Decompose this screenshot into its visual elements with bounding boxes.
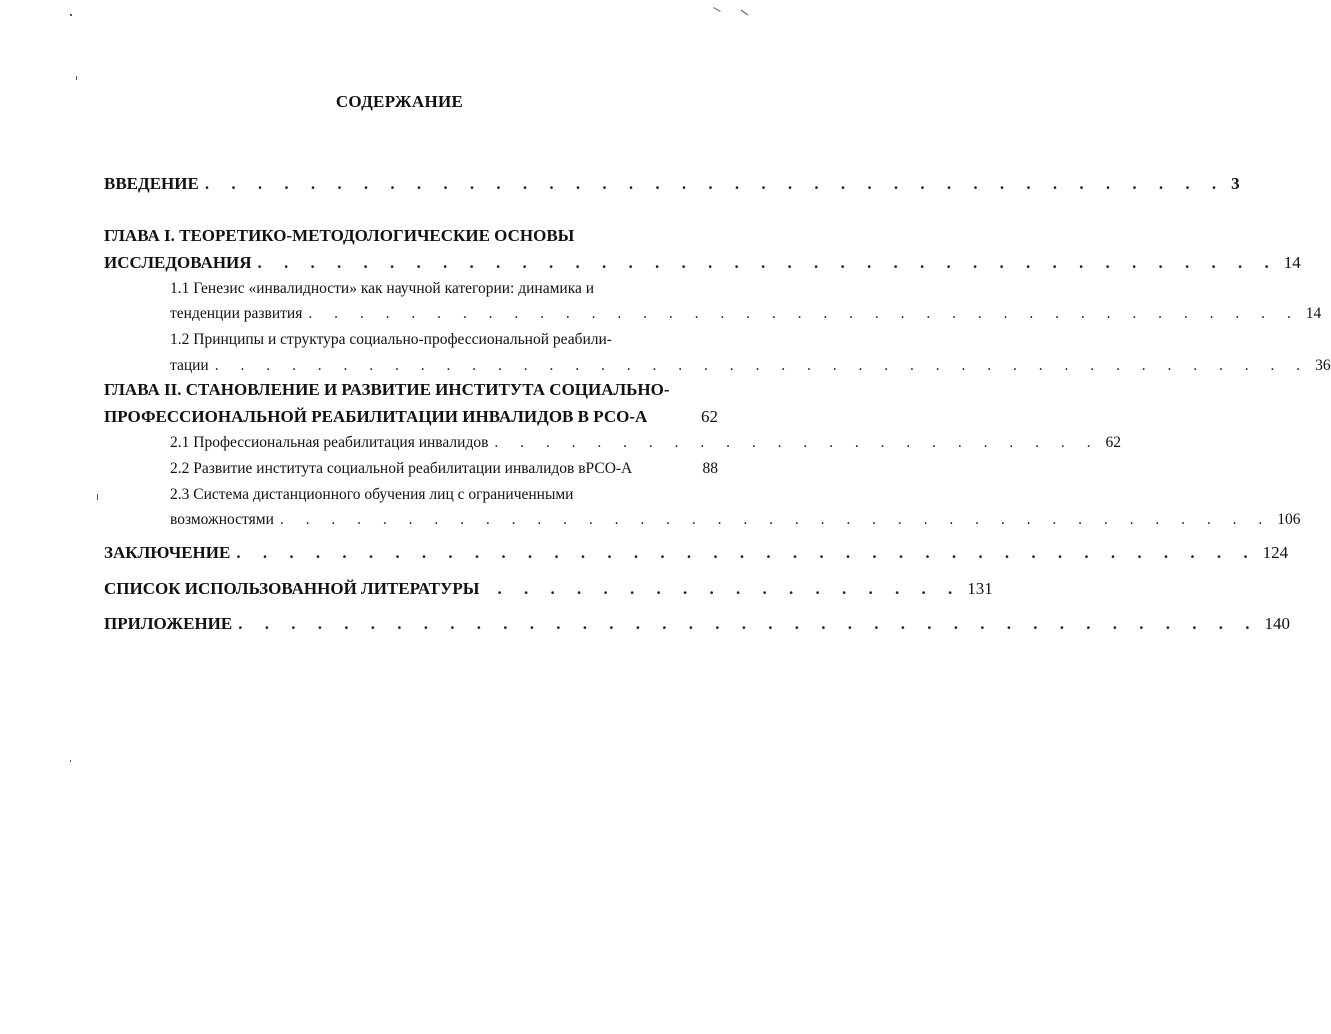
toc-section-2-3-line1: 2.3 Система дистанционного обучения лиц с ограниченными <box>170 486 574 503</box>
toc-entry-literature <box>104 579 993 599</box>
scan-speck <box>713 7 720 12</box>
toc-page-number: 62 <box>1105 434 1122 451</box>
toc-page-number: 140 <box>1264 614 1290 633</box>
toc-label: ПРОФЕССИОНАЛЬНОЙ РЕАБИЛИТАЦИИ ИНВАЛИДОВ В РСО-А <box>104 407 648 426</box>
toc-entry-section-1-2 <box>170 357 1331 375</box>
leader-dots: . . . . . . . . . . . . . . . . . . . . . . . . <box>494 434 1100 451</box>
toc-entry-appendix <box>104 614 1290 634</box>
scan-speck <box>741 10 749 16</box>
toc-chapter-2-line1: ГЛАВА II. СТАНОВЛЕНИЕ И РАЗВИТИЕ ИНСТИТУТА СОЦИАЛЬНО- <box>104 380 670 399</box>
toc-label: ИССЛЕДОВАНИЯ <box>104 253 252 272</box>
toc-page-number: 36 <box>1315 357 1331 374</box>
toc-section-1-2-line1: 1.2 Принципы и структура социально-профессиональной реабили- <box>170 331 612 348</box>
toc-entry-section-2-3 <box>170 511 1301 529</box>
leader-dots: . . . . . . . . . . . . . . . . . . . . . . . . . . . . . . . . . . . . . . . <box>257 253 1278 272</box>
toc-label: возможностями <box>170 511 274 528</box>
toc-page-number: 106 <box>1277 511 1301 528</box>
scan-speck <box>76 76 77 80</box>
toc-entry-conclusion <box>104 543 1289 563</box>
scan-speck <box>97 494 98 500</box>
toc-entry-chapter-2 <box>104 407 718 427</box>
toc-page-number: 88 <box>702 460 718 477</box>
toc-page-number: 131 <box>967 579 993 598</box>
leader-dots: . . . . . . . . . . . . . . . . . . . . . . . . . . . . . . . . . . . . . . . <box>204 174 1226 193</box>
toc-label: ВВЕДЕНИЕ <box>104 174 199 193</box>
toc-label: тации <box>170 357 209 374</box>
toc-page-number: 124 <box>1262 543 1289 562</box>
toc-entry-section-1-1 <box>170 305 1322 323</box>
toc-page-number: 3 <box>1231 174 1240 193</box>
toc-label: тенденции развития <box>170 305 303 322</box>
toc-entry-chapter-1 <box>104 253 1301 273</box>
leader-dots: . . . . . . . . . . . . . . . . . . . . . . . . . . . . . . . . . . . . . . . <box>308 305 1300 322</box>
scan-speck <box>70 14 72 16</box>
toc-page-number: 14 <box>1283 253 1301 272</box>
toc-entry-section-2-1 <box>170 434 1122 452</box>
toc-label: 2.1 Профессиональная реабилитация инвалидов <box>170 434 489 451</box>
leader-dots: . . . . . . . . . . . . . . . . . . . . . . . . . . . . . . . . . . . . . . . <box>236 543 1257 562</box>
leader-dots: . . . . . . . . . . . . . . . . . . . . . . . . . . . . . . . . . . . . . . . <box>279 511 1272 528</box>
toc-entry-section-2-2 <box>170 460 718 478</box>
leader-dots: . . . . . . . . . . . . . . . . . . . . . . . . . . . . . . . . . . . . . . . <box>238 614 1259 633</box>
toc-label: ПРИЛОЖЕНИЕ <box>104 614 233 633</box>
leader-dots: . . . . . . . . . . . . . . . . . . <box>497 579 962 598</box>
toc-entry-intro <box>104 174 1240 194</box>
toc-page-number: 62 <box>701 407 718 426</box>
toc-label: СПИСОК ИСПОЛЬЗОВАННОЙ ЛИТЕРАТУРЫ <box>104 579 480 598</box>
scan-speck <box>70 760 71 762</box>
toc-page-number: 14 <box>1305 305 1322 322</box>
toc-label: ЗАКЛЮЧЕНИЕ <box>104 543 231 562</box>
toc-label: 2.2 Развитие института социальной реабилитации инвалидов вРСО-А <box>170 460 633 477</box>
toc-chapter-1-line1: ГЛАВА I. ТЕОРЕТИКО-МЕТОДОЛОГИЧЕСКИЕ ОСНОВЫ <box>104 226 575 245</box>
page-title: СОДЕРЖАНИЕ <box>335 92 464 111</box>
toc-section-1-1-line1: 1.1 Генезис «инвалидности» как научной категории: динамика и <box>170 280 595 297</box>
leader-dots: . . . . . . . . . . . . . . . . . . . . . . . . . . . . . . . . . . . . . . . . . . . <box>214 357 1310 374</box>
